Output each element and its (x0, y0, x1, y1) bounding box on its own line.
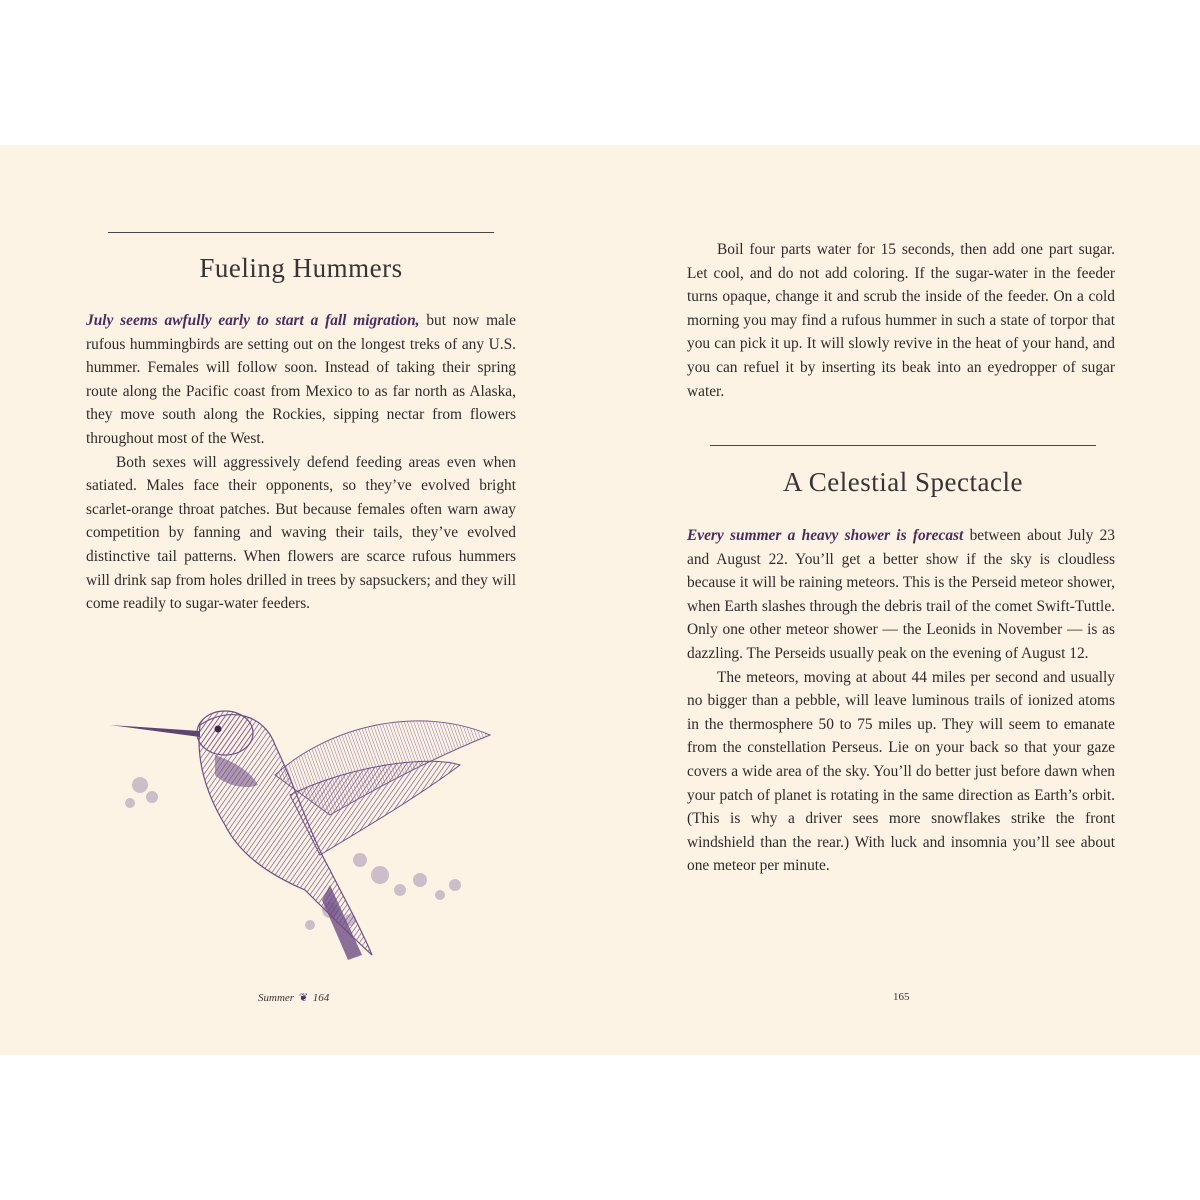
left-paragraph-1 (86, 309, 516, 451)
book-spread (0, 145, 1200, 1055)
left-page-number: 164 (312, 992, 330, 1004)
left-paragraph-2: Both sexes will aggressively defend feeding areas even when satiated. Males face their opponents, so they’ve evolved bright scarlet-orange throat patches. But because females often warn away competition by fanning and waving their tails, they’ve evolved distinctive tail patterns. When flowers are scarce rufous hummers will drink sap from holes drilled in trees by sapsuckers; and they will come readily to sugar-water feeders. (86, 453, 516, 613)
right-body-top (687, 238, 1115, 403)
right-paragraph-1 (687, 524, 1115, 666)
left-body-text (86, 309, 516, 616)
left-paragraph-1-text: but now male rufous hummingbirds are setting out on the longest treks of any U.S. hummer. Females will follow soon. Instead of taking their spring route along the Pacific coast from Mexico to as far north as Alaska, they move south along the Rockies, sipping nectar from flowers throughout most of the West. (86, 312, 516, 447)
hummingbird-illustration (100, 685, 500, 965)
left-lead-phrase: July seems awfully early to start a fall migration, (86, 312, 420, 329)
right-paragraph-1-text: between about July 23 and August 22. You’ll get a better show if the sky is cloudless because it will be raining meteors. This is the Perseid meteor shower, when Earth slashes through the debris trail of the comet Swift-Tuttle. Only one other meteor shower — the Leonids in November — is as dazzling. The Perseids usually peak on the evening of August 12. (687, 527, 1116, 662)
right-paragraph-0: Boil four parts water for 15 seconds, then add one part sugar. Let cool, and do not add coloring. If the sugar-water in the feeder turns opaque, change it and scrub the inside of the feeder. On a cold morning you may find a rufous hummer in such a state of torpor that you can pick it up. It will slowly revive in the heat of your hand, and you can refuel it by inserting its beak into an eyedropper of sugar water. (687, 241, 1115, 400)
section-title-celestial-spectacle: A Celestial Spectacle (783, 467, 1023, 497)
left-folio (258, 991, 329, 1004)
folio-section: Summer (258, 992, 295, 1004)
section-title-fueling-hummers: Fueling Hummers (199, 253, 403, 283)
right-lead-phrase: Every summer a heavy shower is forecast (687, 527, 964, 544)
title-rule-right (710, 445, 1096, 446)
title-rule-left (108, 232, 494, 233)
right-body-text (687, 524, 1115, 878)
leaf-icon: ❦ (298, 992, 309, 1004)
right-page-number: 165 (893, 991, 910, 1003)
right-paragraph-2: The meteors, moving at about 44 miles per second and usually no bigger than a pebble, will leave luminous trails of ionized atoms in the thermosphere 50 to 75 miles up. They will seem to emanate from the constellation Perseus. Lie on your back so that your gaze covers a wide area of the sky. You’ll do better just before dawn when your patch of planet is rotating in the same direction as Earth’s orbit. (This is why a driver sees more snowflakes strike the front windshield than the rear.) With luck and insomnia you’ll see about one meteor per minute. (687, 668, 1115, 875)
